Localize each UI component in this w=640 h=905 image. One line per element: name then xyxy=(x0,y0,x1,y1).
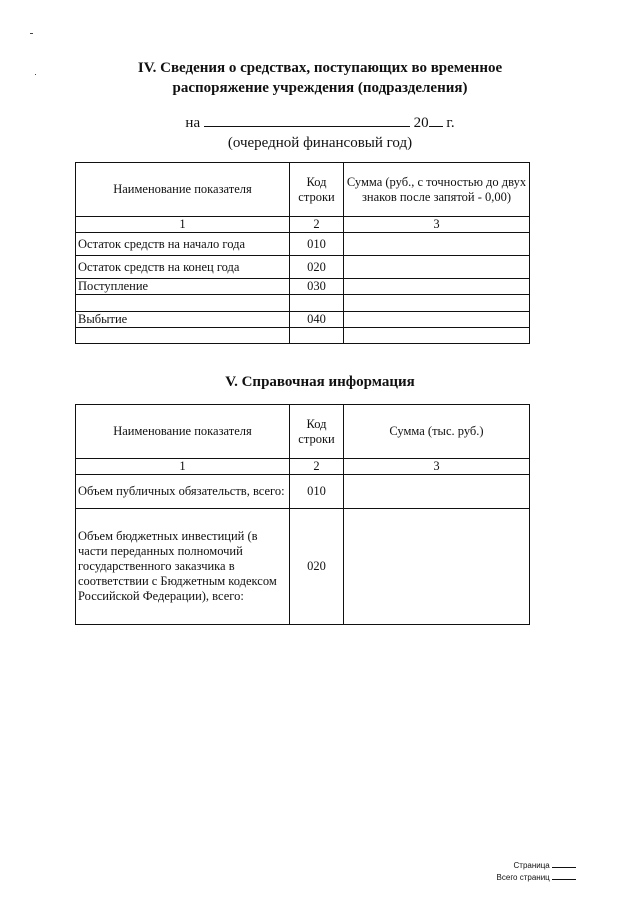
date-blank xyxy=(204,112,410,127)
section5-title: V. Справочная информация xyxy=(225,374,415,390)
date-prefix: на xyxy=(185,115,201,131)
date-suffix: г. xyxy=(446,115,455,131)
reference-table xyxy=(75,404,530,625)
table-row xyxy=(76,509,530,625)
row-name: Поступление xyxy=(76,279,290,295)
table-row xyxy=(76,256,530,279)
row-name: Остаток средств на начало года xyxy=(76,233,290,256)
column-number: 2 xyxy=(290,459,344,475)
table-header-row xyxy=(76,163,530,217)
page-blank xyxy=(552,860,576,868)
row-code xyxy=(290,328,344,344)
header-amount: Сумма (тыс. руб.) xyxy=(344,405,530,459)
header-amount: Сумма (руб., с точностью до двух знаков после запятой - 0,00) xyxy=(344,163,530,217)
header-line-code: Код строки xyxy=(290,405,344,459)
section4-title-line2: распоряжение учреждения (подразделения) xyxy=(172,80,468,96)
table-row xyxy=(76,233,530,256)
page-label: Страница xyxy=(513,861,550,870)
row-amount xyxy=(344,295,530,312)
row-amount xyxy=(344,475,530,509)
total-pages-blank xyxy=(552,872,576,880)
total-pages-field xyxy=(497,872,576,883)
funds-table xyxy=(75,162,530,344)
date-line xyxy=(0,112,640,133)
column-numbers-row xyxy=(76,217,530,233)
row-name xyxy=(76,295,290,312)
row-code: 030 xyxy=(290,279,344,295)
row-amount xyxy=(344,312,530,328)
section4-title-line1: IV. Сведения о средствах, поступающих во временное xyxy=(137,60,503,76)
date-year-prefix: 20 xyxy=(413,115,429,131)
row-name: Объем публичных обязательств, всего: xyxy=(76,475,290,509)
row-code xyxy=(290,295,344,312)
column-number: 1 xyxy=(76,217,290,233)
row-code: 020 xyxy=(290,509,344,625)
table-row xyxy=(76,475,530,509)
table-header-row xyxy=(76,405,530,459)
row-code: 040 xyxy=(290,312,344,328)
row-name xyxy=(76,328,290,344)
page-number-field xyxy=(514,860,577,871)
row-code: 010 xyxy=(290,233,344,256)
row-code: 020 xyxy=(290,256,344,279)
header-line-code: Код строки xyxy=(290,163,344,217)
scan-artifact xyxy=(30,33,33,34)
table-row xyxy=(76,279,530,295)
financial-year-caption: (очередной финансовый год) xyxy=(227,135,413,151)
table-row xyxy=(76,328,530,344)
row-name: Объем бюджетных инвестиций (в части переданных полномочий государственного заказчика в соответствии с Бюджетным кодексом Российской Федерации), всего: xyxy=(76,509,290,625)
year-blank xyxy=(429,112,443,127)
row-name: Выбытие xyxy=(76,312,290,328)
column-numbers-row xyxy=(76,459,530,475)
row-code: 010 xyxy=(290,475,344,509)
row-amount xyxy=(344,279,530,295)
table-row xyxy=(76,312,530,328)
row-amount xyxy=(344,328,530,344)
column-number: 2 xyxy=(290,217,344,233)
column-number: 1 xyxy=(76,459,290,475)
row-name: Остаток средств на конец года xyxy=(76,256,290,279)
header-indicator-name: Наименование показателя xyxy=(76,405,290,459)
column-number: 3 xyxy=(344,217,530,233)
row-amount xyxy=(344,256,530,279)
header-indicator-name: Наименование показателя xyxy=(76,163,290,217)
column-number: 3 xyxy=(344,459,530,475)
total-pages-label: Всего страниц xyxy=(496,873,550,882)
row-amount xyxy=(344,509,530,625)
table-row xyxy=(76,295,530,312)
row-amount xyxy=(344,233,530,256)
